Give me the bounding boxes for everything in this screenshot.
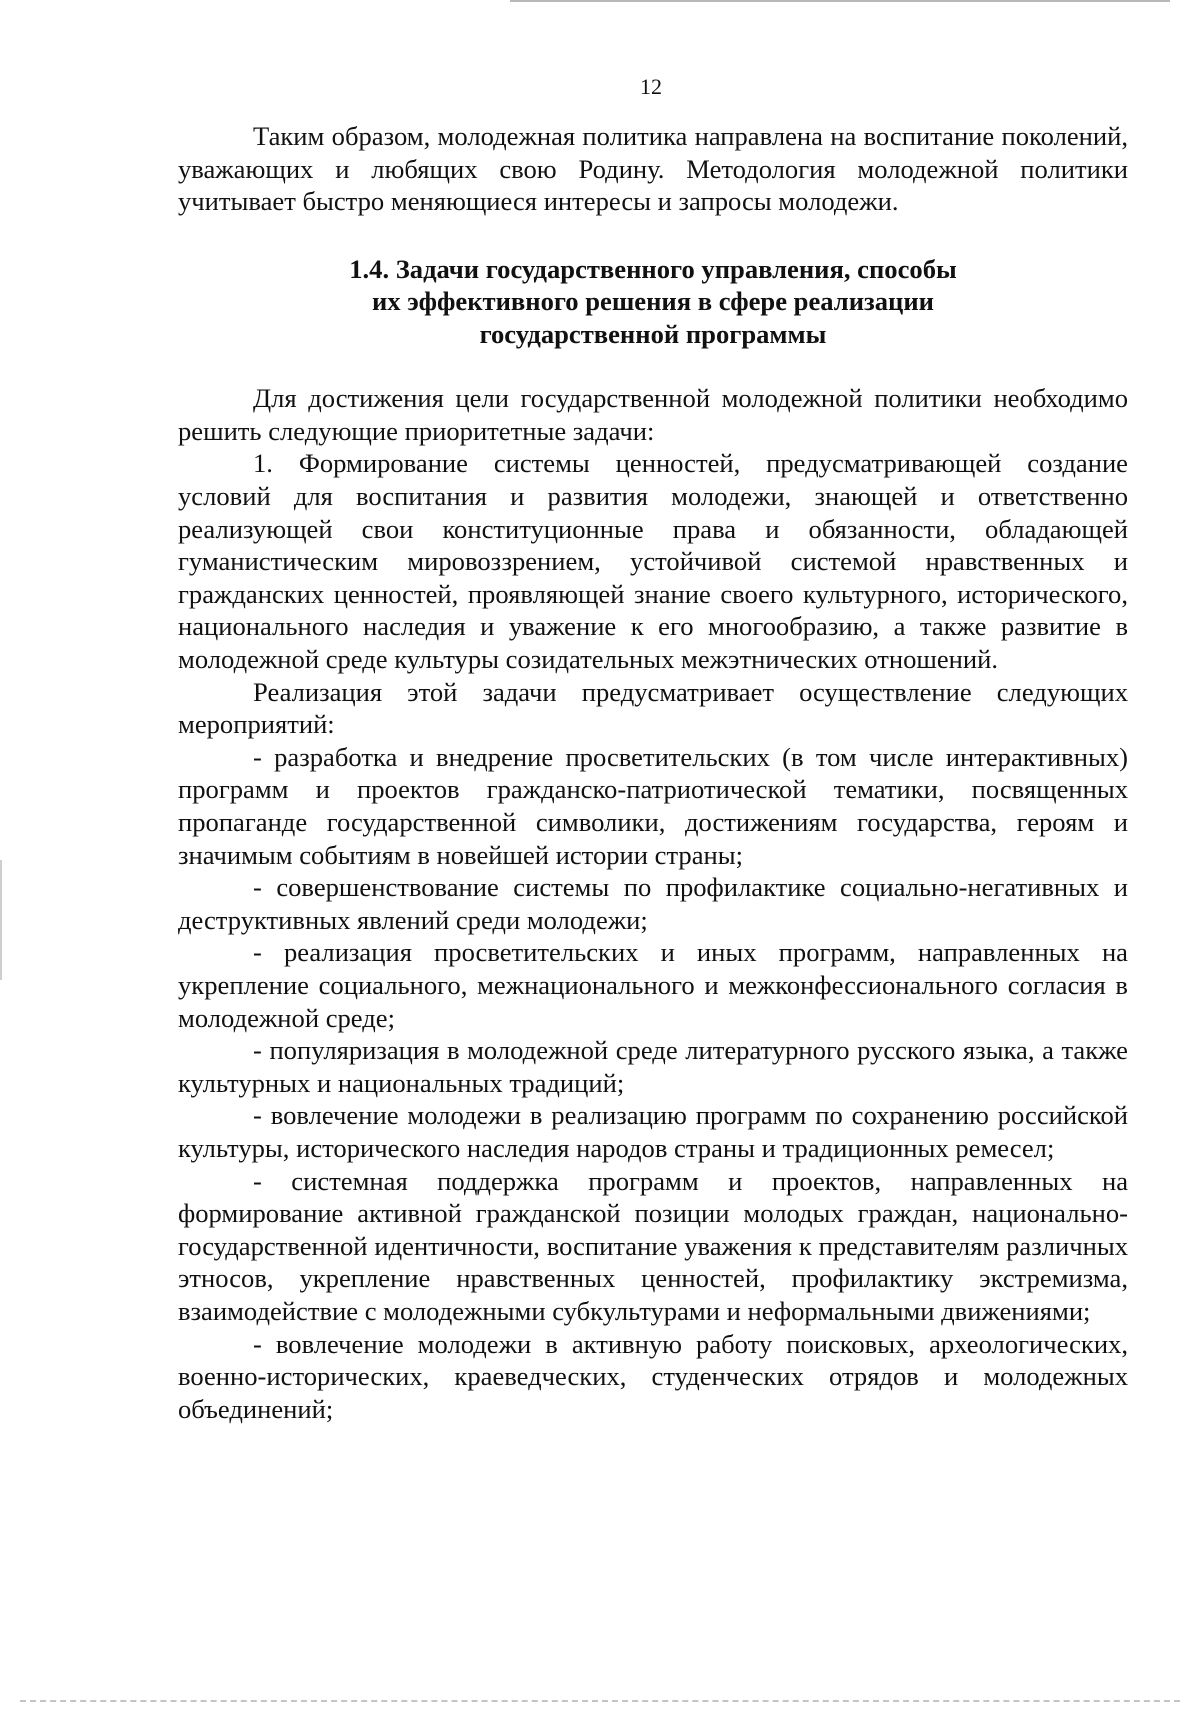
section-heading-line-1: 1.4. Задачи государственного управления, способы (349, 253, 957, 284)
scan-edge-top (510, 0, 1170, 2)
measure-item: - разработка и внедрение просветительских (в том числе интерактивных) программ и проектов гражданско-патриотической тематики, посвященных пропаганде государственной символики, достижениям государства, героям и значимым событиям в новейшей истории страны; (178, 741, 1128, 870)
measure-item: - системная поддержка программ и проектов, направленных на формирование активной гражданской позиции молодых граждан, национально-государственной идентичности, воспитание уважения к представителям различных этносов, укрепление нравственных ценностей, профилактику экстремизма, взаимодействие с молодежными субкультурами и неформальными движениями; (178, 1165, 1128, 1326)
scan-edge-bottom (20, 1700, 1180, 1702)
goal-paragraph: Для достижения цели государственной молодежной политики необходимо решить следующие приоритетные задачи: (178, 383, 1128, 446)
intro-paragraph: Таким образом, молодежная политика направлена на воспитание поколений, уважающих и любящих свою Родину. Методология молодежной политики учитывает быстро меняющиеся интересы и запросы молодежи. (178, 121, 1128, 217)
task-1-paragraph: 1. Формирование системы ценностей, предусматривающей создание условий для воспитания и развития молодежи, знающей и ответственно реализующей свои конституционные права и обязанности, обладающей гуманистическим мировоззрением, устойчивой системой нравственных и гражданских ценностей, проявляющей знание своего культурного, исторического, национального наследия и уважение к его многообразию, а также развитие в молодежной среде культуры созидательных межэтнических отношений. (178, 448, 1128, 675)
implementation-paragraph: Реализация этой задачи предусматривает осуществление следующих мероприятий: (178, 676, 1128, 740)
measure-item: - вовлечение молодежи в активную работу поисковых, археологических, военно-исторических, краеведческих, студенческих отрядов и молодежных объединений; (178, 1328, 1128, 1424)
section-heading (178, 253, 1128, 351)
section-heading-line-3: государственной программы (479, 318, 827, 349)
measure-item: - совершенствование системы по профилактике социально-негативных и деструктивных явлений среди молодежи; (178, 872, 1128, 935)
measure-item: - реализация просветительских и иных программ, направленных на укрепление социального, межнационального и межконфессионального согласия в молодежной среде; (178, 937, 1128, 1033)
page-number: 12 (640, 74, 662, 99)
section-heading-line-2: их эффективного решения в сфере реализации (371, 286, 934, 317)
scan-edge-left (0, 860, 2, 980)
document-body (178, 120, 1128, 1425)
measure-item: - вовлечение молодежи в реализацию программ по сохранению российской культуры, исторического наследия народов страны и традиционных ремесел; (178, 1100, 1128, 1163)
measure-item: - популяризация в молодежной среде литературного русского языка, а также культурных и национальных традиций; (178, 1035, 1128, 1098)
